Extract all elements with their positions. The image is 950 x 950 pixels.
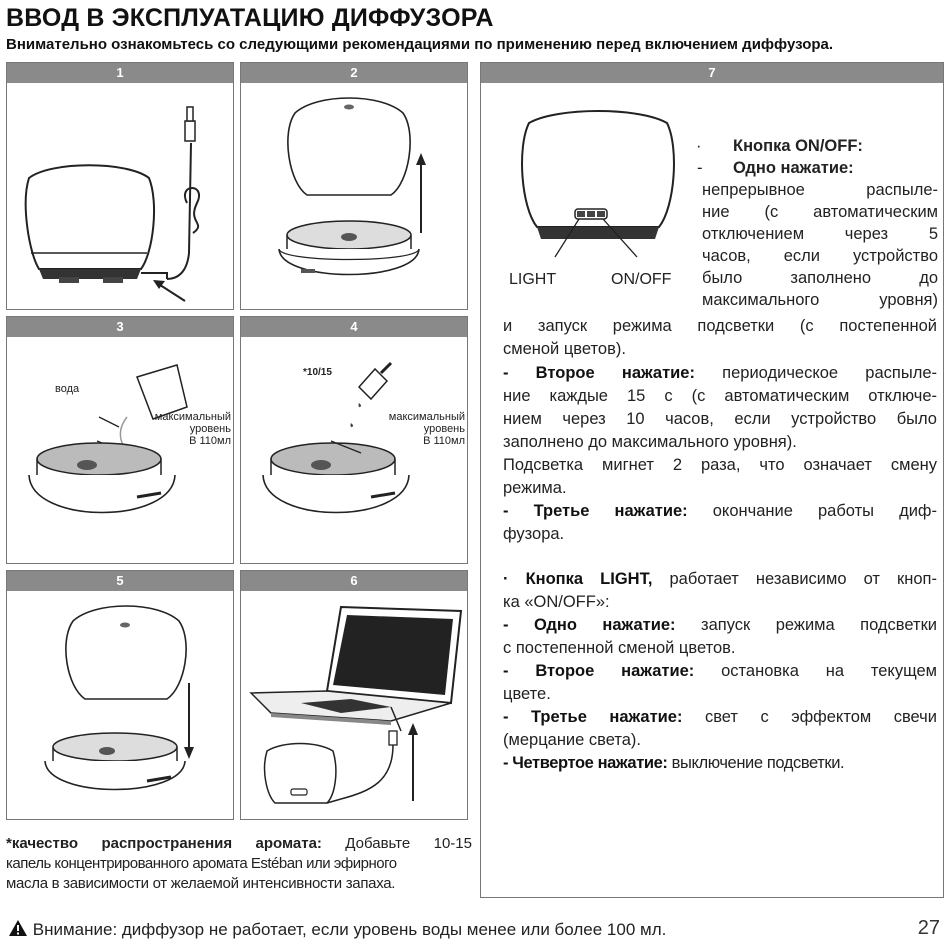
onoff-label: ON/OFF [611, 271, 672, 288]
light-press-4-heading: - Четвертое нажатие: [503, 754, 668, 772]
max-level-label [137, 411, 231, 447]
text-line: заполнено до максимального уровня). [503, 433, 797, 451]
text-line: ние (с автоматическим [702, 203, 938, 221]
text-line: было заполнено до [702, 269, 938, 287]
onoff-button-heading: Кнопка ON/OFF: [733, 137, 863, 155]
step-1-number: 1 [7, 63, 233, 83]
light-press-4-line [503, 752, 844, 774]
second-press-line [503, 362, 937, 384]
bullet-dot: · [696, 137, 702, 155]
text-line: с постепенной сменой цветов. [503, 639, 736, 657]
max-level-line-1: максимальный [388, 411, 465, 423]
max-level-line-3: В 110мл [423, 435, 465, 447]
note-line-1 [6, 834, 472, 854]
max-level-line-2: уровень [189, 423, 231, 435]
step-1-panel [6, 62, 234, 310]
text-line: работает независимо от кноп- [652, 570, 937, 588]
text-line: остановка на текущем [694, 662, 937, 680]
text-line: выключение подсветки. [667, 754, 845, 772]
text-line: непрерывное распыле- [702, 181, 938, 199]
note-heading: *качество распространения аромата: [6, 835, 322, 852]
text-line: и запуск режима подсветки (с постепенной [503, 317, 937, 335]
text-line: периодическое распыле- [694, 364, 937, 382]
warning-footer [8, 919, 666, 940]
text-line: отключением через 5 [702, 225, 938, 243]
text-line: часов, если устройство [702, 247, 938, 265]
note-text: Добавьте 10-15 [321, 835, 472, 852]
text-line: запуск режима подсветки [675, 616, 937, 634]
text-line: (мерцание света). [503, 731, 641, 749]
text-line: цвете. [503, 685, 551, 703]
diffuser-usb-illustration [7, 83, 234, 310]
step-2-panel [240, 62, 468, 310]
light-label: LIGHT [509, 271, 557, 288]
page-subtitle: Внимательно ознакомьтесь со следующими рекомендациями по применению перед включением диффузора. [6, 36, 834, 53]
max-level-line-2: уровень [423, 423, 465, 435]
step-5-panel [6, 570, 234, 820]
one-press-heading: Одно нажатие: [733, 159, 854, 177]
max-level-label [371, 411, 465, 447]
text-line: нием через 10 часов, если устройство было [503, 410, 937, 428]
light-press-2-line [503, 660, 937, 682]
water-label: вода [55, 383, 80, 395]
add-oil-illustration [241, 337, 468, 564]
page-title: ВВОД В ЭКСПЛУАТАЦИЮ ДИФФУЗОРА [6, 4, 494, 32]
aroma-note [6, 834, 472, 894]
third-press-heading: - Третье нажатие: [503, 502, 688, 520]
step-4-number: 4 [241, 317, 467, 337]
text-line: сменой цветов). [503, 340, 626, 358]
text-line: ние каждые 15 с (с автоматическим отключе- [503, 387, 937, 405]
drops-label: *10/15 [303, 367, 332, 378]
step-2-number: 2 [241, 63, 467, 83]
note-line-2: капель концентрированного аромата Estéban или эфирного [6, 855, 397, 872]
warning-text: Внимание: диффузор не работает, если уровень воды менее или более 100 мл. [32, 920, 667, 939]
step-3-panel [6, 316, 234, 564]
light-button-line [503, 568, 937, 590]
text-line: максимального уровня) [702, 291, 938, 309]
text-line: окончание работы диф- [687, 502, 937, 520]
step-6-panel [240, 570, 468, 820]
text-line: Подсветка мигнет 2 раза, что означает смену [503, 456, 937, 474]
second-press-heading: - Второе нажатие: [503, 364, 695, 382]
remove-cover-illustration [241, 83, 468, 310]
light-button-heading: · Кнопка LIGHT, [503, 570, 653, 588]
step-4-panel [240, 316, 468, 564]
fill-water-illustration [7, 337, 234, 564]
text-line: фузора. [503, 525, 565, 543]
text-line: ка «ON/OFF»: [503, 593, 610, 611]
laptop-usb-illustration [241, 591, 468, 820]
text-line: режима. [503, 479, 567, 497]
warning-icon [8, 919, 28, 937]
light-press-3-line [503, 706, 937, 728]
page-number: 27 [917, 917, 940, 939]
max-level-line-1: максимальный [154, 411, 231, 423]
dash: - [697, 159, 703, 177]
light-press-3-heading: - Третье нажатие: [503, 708, 683, 726]
max-level-line-3: В 110мл [189, 435, 231, 447]
replace-cover-illustration [7, 591, 234, 820]
light-press-2-heading: - Второе нажатие: [503, 662, 695, 680]
step-7-panel [480, 62, 944, 898]
light-press-1-heading: - Одно нажатие: [503, 616, 676, 634]
third-press-line [503, 500, 937, 522]
step-5-number: 5 [7, 571, 233, 591]
step-7-number: 7 [481, 63, 943, 83]
light-press-1-line [503, 614, 937, 636]
text-line: свет с эффектом свечи [682, 708, 937, 726]
step-3-number: 3 [7, 317, 233, 337]
step-6-number: 6 [241, 571, 467, 591]
note-line-3: масла в зависимости от желаемой интенсивности запаха. [6, 875, 396, 892]
